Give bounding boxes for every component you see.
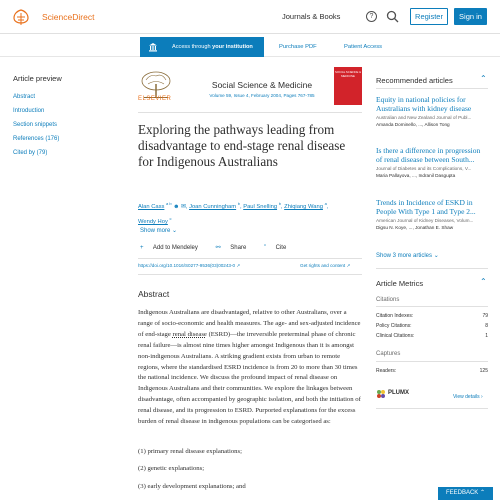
patient-access-link[interactable]: Patient Access [344, 44, 383, 50]
metric-value: 79 [482, 313, 488, 319]
journals-books-link[interactable]: Journals & Books [282, 12, 341, 21]
citations-heading: Citations [376, 297, 400, 303]
sidebar-item-introduction[interactable]: Introduction [13, 108, 45, 114]
recommended-article [376, 198, 488, 230]
sidebar-item-abstract[interactable]: Abstract [13, 94, 36, 100]
metric-row [376, 323, 488, 329]
quote-icon: ” [263, 245, 266, 251]
plumx-icon [376, 389, 386, 399]
metric-label: Readers: [376, 368, 397, 374]
publisher-name: ELSEVIER [138, 96, 172, 102]
show-more-button[interactable] [140, 227, 177, 234]
external-link-icon: ↗ [346, 263, 351, 268]
divider [138, 258, 362, 259]
plumx-logo[interactable] [376, 388, 416, 400]
recommended-article-title[interactable]: Equity in national policies for Australians with kidney disease [376, 95, 472, 113]
author-list: Alan Cass $^{a b}$ ☻ ✉, Joan Cunningham $^b$, Paul Snelling $^b$, Zhiqiang Wang $^a$, Wendy Hoy $^c$ [138, 201, 329, 225]
article-preview-nav [13, 92, 59, 162]
help-icon[interactable]: ? [366, 11, 377, 22]
external-link-icon: ↗ [236, 263, 241, 268]
captures-heading: Captures [376, 351, 401, 357]
recommended-article-journal: Journal of Diabetes and its Complications, V... [376, 166, 472, 171]
metric-value: 125 [479, 368, 488, 374]
chevron-up-icon: ⌃ [479, 490, 486, 496]
metric-value: 8 [485, 323, 488, 329]
feedback-label: FEEDBACK [445, 490, 479, 496]
doi-link[interactable] [138, 263, 240, 269]
recommended-article-journal: Australian and New Zealand Journal of Publ... [376, 115, 472, 120]
share-button[interactable] [216, 245, 255, 251]
sign-in-button[interactable]: Sign in [454, 8, 487, 25]
abstract-text [138, 308, 362, 428]
divider [376, 306, 488, 307]
journal-cover-image[interactable] [334, 67, 362, 105]
metric-row [376, 368, 488, 374]
show-more-articles-button[interactable] [376, 252, 439, 259]
abstract-text-part: (ESRD)—the irreversible preterminal phase of chronic renal failure—is almost nine times higher amongst Indigenous than it is amongst non-indigenous Australians. A striking gradient exists from urban to remote regions, where the standardised ESRD incidence is from 20 to more than 30 times the national incidence. We discuss the profound impact of renal disease on Indigenous Australians and their communities. We explore the linkages between disadvantage, often accompanied by geographic isolation, and both the initiation of renal disease, and its progression to ESRD. Purported explanations for the excess burden of renal disease in indigenous populations can be categorised as: [138, 330, 361, 426]
access-bold: your institution [212, 44, 253, 50]
metric-value: 1 [485, 333, 488, 339]
abstract-list-item: (3) early development explanations; and [138, 483, 246, 490]
plus-icon: + [140, 245, 144, 251]
journal-volume-info[interactable]: Volume 59, Issue 4, February 2004, Pages 767-785 [209, 93, 315, 98]
cite-button[interactable] [264, 245, 294, 251]
show-more-articles-label: Show 3 more articles [376, 253, 433, 259]
access-prefix: Access through [172, 44, 213, 50]
author-affiliation[interactable]: c [169, 215, 172, 221]
chevron-down-icon: ⌄ [172, 228, 178, 234]
journal-cover-text: SOCIAL SCIENCE & MEDICINE [334, 70, 361, 78]
purchase-pdf-link[interactable]: Purchase PDF [279, 44, 317, 50]
abstract-list-item: (2) genetic explanations; [138, 465, 205, 472]
access-institution-button[interactable] [140, 37, 264, 57]
show-more-label: Show more [140, 228, 171, 234]
article-metrics-heading: Article Metrics [376, 279, 424, 288]
person-icon: ☻ [173, 203, 180, 210]
recommended-article-authors: Maria Pallayova, ..., Indranil Dasgupta [376, 173, 456, 178]
metric-label: Citation Indexes: [376, 313, 414, 319]
author-link[interactable]: Alan Cass [138, 203, 165, 210]
search-icon[interactable] [386, 10, 399, 23]
share-label: Share [230, 245, 247, 251]
rights-text: Get rights and content [300, 263, 346, 268]
plumx-label: PLUMX [388, 390, 409, 396]
recommended-article-title[interactable]: Is there a difference in progression of renal disease between South... [376, 146, 481, 164]
journal-title[interactable]: Social Science & Medicine [211, 80, 313, 90]
author-link[interactable]: Wendy Hoy [138, 218, 168, 225]
rights-content-link[interactable] [300, 263, 350, 269]
register-button[interactable]: Register [410, 8, 448, 25]
glossary-term-link[interactable]: renal disease [172, 330, 207, 338]
elsevier-logo-icon[interactable] [11, 9, 31, 26]
institution-icon [148, 42, 158, 52]
divider [376, 408, 488, 409]
recommended-article-title[interactable]: Trends in Incidence of ESKD in People With Type 1 and Type 2... [376, 198, 476, 216]
metric-row [376, 313, 488, 319]
author-affiliation[interactable]: a [324, 201, 327, 206]
chevron-right-icon: › [480, 394, 483, 400]
recommended-article [376, 146, 488, 178]
recommended-article-authors: Digsu N. Koye, ..., Jonathan E. Shaw [376, 225, 454, 230]
doi-text: https://doi.org/10.1016/S0277-9536(03)00243-0 [138, 263, 236, 268]
sciencedirect-brand[interactable]: ScienceDirect [42, 12, 95, 22]
view-details-link[interactable] [453, 394, 483, 400]
chevron-up-icon[interactable]: ⌃ [480, 74, 487, 83]
abstract-list-item: (1) primary renal disease explanations; [138, 448, 242, 455]
author-affiliation[interactable]: b [237, 201, 240, 206]
article-actions [140, 244, 302, 251]
add-to-mendeley-label: Add to Mendeley [152, 245, 198, 251]
chevron-down-icon: ⌄ [433, 253, 439, 259]
recommended-articles-heading: Recommended articles [376, 76, 453, 85]
author-link[interactable]: Joan Cunningham [189, 203, 237, 210]
article-preview-heading: Article preview [13, 74, 62, 83]
divider [138, 274, 362, 275]
cite-label: Cite [275, 245, 287, 251]
email-icon[interactable]: ✉ [180, 203, 186, 210]
add-to-mendeley-button[interactable] [140, 245, 206, 251]
divider [138, 112, 362, 113]
recommended-article-authors: Amanda Dominello, ..., Allison Tong [376, 122, 450, 127]
author-link[interactable]: Zhiqiang Wang [284, 203, 323, 210]
metric-row [376, 333, 488, 339]
author-link[interactable]: Paul Snelling [243, 203, 278, 210]
view-details-label: View details [453, 394, 480, 400]
abstract-text-part: Indigenous Australians are disadvantaged, relative to other Australians, over a range of socio-economic and health measures. The age- and sex-adjusted incidence of end-stage [138, 309, 361, 338]
sidebar-item-section-snippets[interactable]: Section snippets [13, 122, 58, 128]
divider [376, 361, 488, 362]
author-affiliation[interactable]: b [278, 201, 281, 206]
abstract-heading: Abstract [138, 289, 170, 299]
sidebar-item-cited-by[interactable]: Cited by (79) [13, 150, 48, 156]
feedback-button[interactable] [438, 487, 493, 500]
share-icon: ⚯ [215, 245, 221, 251]
chevron-up-icon[interactable]: ⌃ [480, 277, 487, 286]
article-title: Exploring the pathways leading from disadvantage to end-stage renal disease for Indigenous Australians [138, 122, 346, 169]
author-affiliation[interactable]: a b [166, 201, 172, 206]
recommended-article-journal: American Journal of Kidney Diseases, Volum... [376, 218, 474, 223]
metric-label: Clinical Citations: [376, 333, 415, 339]
divider [376, 88, 488, 89]
recommended-article [376, 95, 488, 127]
sidebar-item-references[interactable]: References (176) [13, 136, 60, 142]
divider [376, 268, 488, 269]
metric-label: Policy Citations: [376, 323, 412, 329]
